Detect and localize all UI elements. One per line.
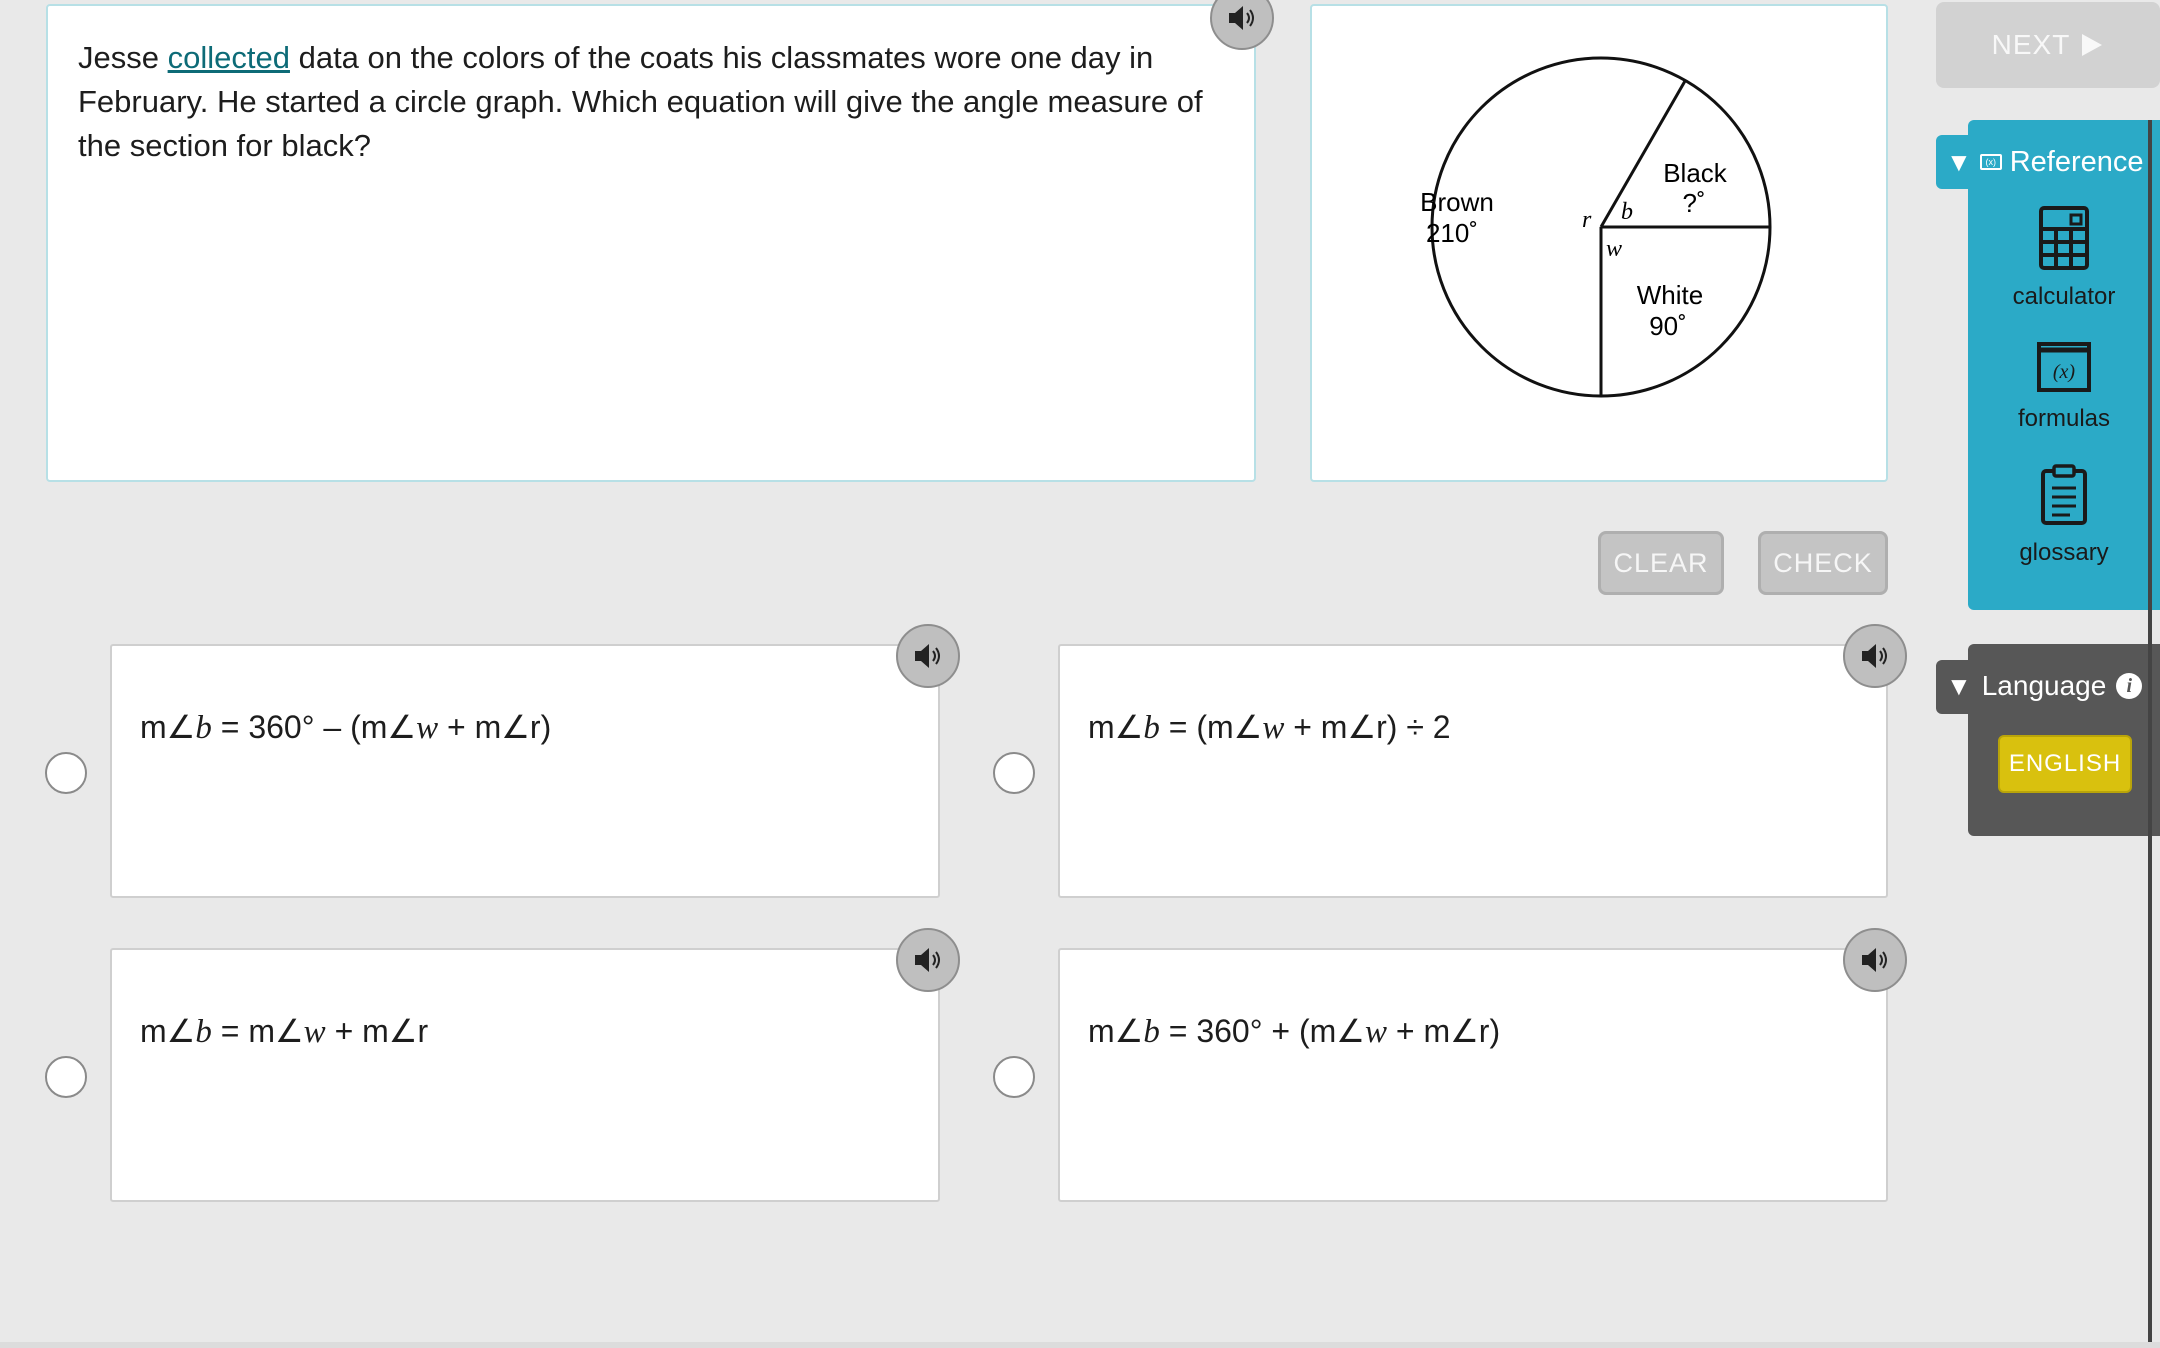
angle-r-label: r [1582,207,1592,233]
collapse-triangle-icon: ▼ [1946,670,1972,701]
choice-b-card[interactable] [1058,644,1888,898]
formulas-tool[interactable] [1968,342,2160,433]
speaker-icon [910,638,946,674]
speaker-icon [1857,638,1893,674]
choice-c-text: m∠b = m∠w + m∠r [140,1013,429,1050]
white-value: 90˚ [1649,311,1687,341]
choice-d-radio[interactable] [993,1056,1035,1098]
clear-button[interactable]: CLEAR [1598,531,1724,595]
info-icon[interactable]: i [2116,673,2142,699]
calculator-icon [2039,206,2089,270]
calculator-tool[interactable] [1968,206,2160,311]
figure-panel [1310,4,1888,482]
choice-a-radio[interactable] [45,752,87,794]
choice-b-audio-button[interactable] [1843,624,1907,688]
formulas-icon [2037,342,2091,392]
brown-label: Brown [1420,187,1494,217]
play-arrow-icon [2080,32,2104,58]
choice-d-card[interactable] [1058,948,1888,1202]
formulas-label: formulas [2017,405,2111,432]
calculator-label: calculator [2012,283,2116,310]
choice-d-audio-button[interactable] [1843,928,1907,992]
english-language-button[interactable]: ENGLISH [1998,735,2132,793]
question-text-end: data on the colors of the coats his classmates wore one day in February. He started a circle graph. Which equation will give the angle measure of the section for black? [78,40,1203,163]
scrollbar-edge [2148,120,2152,1348]
choice-a-audio-button[interactable] [896,624,960,688]
language-title: Language [1981,670,2107,701]
angle-b-label: b [1621,199,1633,225]
choice-d-text: m∠b = 360° + (m∠w + m∠r) [1088,1013,1501,1050]
glossary-label: glossary [2019,539,2109,566]
speaker-icon [1857,942,1893,978]
reference-title: Reference [2009,145,2144,178]
brown-value: 210˚ [1425,218,1479,248]
bottom-edge [0,1342,2160,1348]
speaker-icon [910,942,946,978]
circle-graph [1312,6,1886,480]
choice-b-text: m∠b = (m∠w + m∠r) ÷ 2 [1088,709,1451,746]
glossary-link-collected[interactable]: collected [167,40,290,75]
next-button[interactable] [1936,2,2160,88]
angle-w-label: w [1606,236,1623,262]
black-value: ?˚ [1682,188,1706,218]
question-text-start: Jesse [78,40,168,75]
question-text [78,36,1228,168]
language-toggle[interactable] [1946,664,2142,708]
choice-a-card[interactable] [110,644,940,898]
choice-a-text: m∠b = 360° – (m∠w + m∠r) [140,709,552,746]
speaker-icon [1224,0,1260,36]
next-label: NEXT [1991,29,2071,60]
choice-c-radio[interactable] [45,1056,87,1098]
white-label: White [1636,280,1704,310]
black-label: Black [1663,158,1727,188]
collapse-triangle-icon: ▼ [1946,146,1972,177]
glossary-icon [2040,464,2088,526]
choice-c-card[interactable] [110,948,940,1202]
glossary-tool[interactable] [1968,464,2160,567]
svg-text:(x): (x) [2052,361,2076,383]
choice-c-audio-button[interactable] [896,928,960,992]
question-panel [46,4,1256,482]
choice-b-radio[interactable] [993,752,1035,794]
check-button[interactable]: CHECK [1758,531,1888,595]
reference-toggle[interactable] [1946,140,2144,184]
reference-icon: (x) [1980,154,2002,170]
